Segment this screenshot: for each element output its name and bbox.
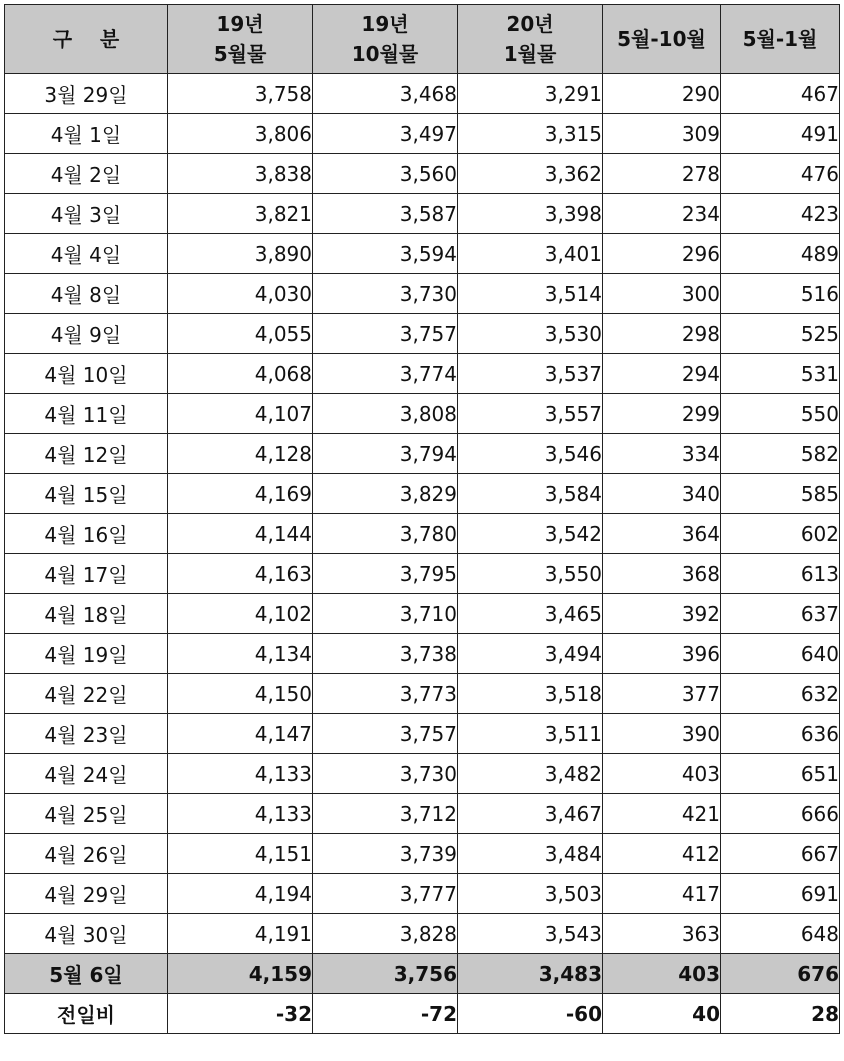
value-cell: 3,730 [313, 274, 458, 314]
row-label-cell: 전일비 [5, 994, 168, 1034]
row-label-cell: 4월 4일 [5, 234, 168, 274]
value-cell: 602 [721, 514, 840, 554]
value-cell: 3,482 [458, 754, 603, 794]
value-cell: 3,730 [313, 754, 458, 794]
value-cell: 4,030 [168, 274, 313, 314]
row-label-cell: 4월 30일 [5, 914, 168, 954]
value-cell: 3,594 [313, 234, 458, 274]
value-cell: 676 [721, 954, 840, 994]
value-cell: 491 [721, 114, 840, 154]
table-row [5, 354, 840, 394]
value-cell: 3,828 [313, 914, 458, 954]
value-cell: 651 [721, 754, 840, 794]
value-cell: 4,055 [168, 314, 313, 354]
table-row [5, 314, 840, 354]
value-cell: 3,806 [168, 114, 313, 154]
value-cell: 4,133 [168, 754, 313, 794]
header-may-jan: 5월-1월 [721, 5, 840, 74]
value-cell: 4,144 [168, 514, 313, 554]
value-cell: 4,159 [168, 954, 313, 994]
value-cell: 377 [603, 674, 721, 714]
value-cell: 3,757 [313, 314, 458, 354]
value-cell: 4,163 [168, 554, 313, 594]
row-label-cell: 4월 2일 [5, 154, 168, 194]
value-cell: 4,068 [168, 354, 313, 394]
value-cell: -32 [168, 994, 313, 1034]
table-row [5, 74, 840, 114]
value-cell: 640 [721, 634, 840, 674]
value-cell: 298 [603, 314, 721, 354]
table-row [5, 154, 840, 194]
value-cell: 3,543 [458, 914, 603, 954]
value-cell: 648 [721, 914, 840, 954]
value-cell: 28 [721, 994, 840, 1034]
diff-row [5, 994, 840, 1034]
value-cell: 636 [721, 714, 840, 754]
value-cell: 3,584 [458, 474, 603, 514]
value-cell: 3,710 [313, 594, 458, 634]
value-cell: 516 [721, 274, 840, 314]
table-row [5, 714, 840, 754]
value-cell: 4,151 [168, 834, 313, 874]
value-cell: 3,484 [458, 834, 603, 874]
table-row [5, 754, 840, 794]
value-cell: 585 [721, 474, 840, 514]
value-cell: 3,291 [458, 74, 603, 114]
value-cell: 613 [721, 554, 840, 594]
value-cell: 531 [721, 354, 840, 394]
row-label-cell: 4월 18일 [5, 594, 168, 634]
value-cell: 476 [721, 154, 840, 194]
header-20-jan: 20년 1월물 [458, 5, 603, 74]
value-cell: 3,537 [458, 354, 603, 394]
value-cell: 296 [603, 234, 721, 274]
value-cell: 4,107 [168, 394, 313, 434]
value-cell: 550 [721, 394, 840, 434]
value-cell: 3,398 [458, 194, 603, 234]
value-cell: 294 [603, 354, 721, 394]
value-cell: 364 [603, 514, 721, 554]
value-cell: 4,128 [168, 434, 313, 474]
header-gubun: 구 분 [5, 5, 168, 74]
value-cell: 3,773 [313, 674, 458, 714]
value-cell: 3,890 [168, 234, 313, 274]
value-cell: 3,518 [458, 674, 603, 714]
value-cell: 3,557 [458, 394, 603, 434]
value-cell: 3,514 [458, 274, 603, 314]
value-cell: 637 [721, 594, 840, 634]
table-row [5, 394, 840, 434]
value-cell: 309 [603, 114, 721, 154]
value-cell: 691 [721, 874, 840, 914]
value-cell: 290 [603, 74, 721, 114]
value-cell: 525 [721, 314, 840, 354]
table-row [5, 874, 840, 914]
value-cell: 666 [721, 794, 840, 834]
value-cell: -60 [458, 994, 603, 1034]
value-cell: 3,542 [458, 514, 603, 554]
row-label-cell: 4월 25일 [5, 794, 168, 834]
table-row [5, 794, 840, 834]
value-cell: 392 [603, 594, 721, 634]
value-cell: 3,530 [458, 314, 603, 354]
futures-price-table [4, 4, 840, 1034]
value-cell: 3,503 [458, 874, 603, 914]
value-cell: 396 [603, 634, 721, 674]
value-cell: 3,546 [458, 434, 603, 474]
row-label-cell: 4월 9일 [5, 314, 168, 354]
value-cell: 368 [603, 554, 721, 594]
value-cell: 632 [721, 674, 840, 714]
summary-row [5, 954, 840, 994]
value-cell: 3,467 [458, 794, 603, 834]
row-label-cell: 4월 22일 [5, 674, 168, 714]
row-label-cell: 4월 15일 [5, 474, 168, 514]
table-row [5, 914, 840, 954]
header-row [5, 5, 840, 74]
value-cell: 3,587 [313, 194, 458, 234]
header-may-oct: 5월-10월 [603, 5, 721, 74]
value-cell: 467 [721, 74, 840, 114]
row-label-cell: 4월 12일 [5, 434, 168, 474]
value-cell: 4,150 [168, 674, 313, 714]
value-cell: 3,821 [168, 194, 313, 234]
value-cell: 4,133 [168, 794, 313, 834]
row-label-cell: 3월 29일 [5, 74, 168, 114]
value-cell: 667 [721, 834, 840, 874]
value-cell: 3,739 [313, 834, 458, 874]
value-cell: 3,497 [313, 114, 458, 154]
value-cell: 300 [603, 274, 721, 314]
value-cell: 234 [603, 194, 721, 234]
value-cell: 582 [721, 434, 840, 474]
table-row [5, 114, 840, 154]
value-cell: 4,169 [168, 474, 313, 514]
value-cell: 334 [603, 434, 721, 474]
header-19-oct: 19년 10월물 [313, 5, 458, 74]
row-label-cell: 4월 23일 [5, 714, 168, 754]
value-cell: 412 [603, 834, 721, 874]
table-row [5, 554, 840, 594]
table-row [5, 674, 840, 714]
value-cell: 4,102 [168, 594, 313, 634]
row-label-cell: 4월 16일 [5, 514, 168, 554]
value-cell: 278 [603, 154, 721, 194]
value-cell: 417 [603, 874, 721, 914]
value-cell: 3,758 [168, 74, 313, 114]
value-cell: 423 [721, 194, 840, 234]
value-cell: 3,838 [168, 154, 313, 194]
value-cell: 3,738 [313, 634, 458, 674]
value-cell: 40 [603, 994, 721, 1034]
value-cell: 3,712 [313, 794, 458, 834]
header-19-may: 19년 5월물 [168, 5, 313, 74]
table-row [5, 194, 840, 234]
value-cell: 4,134 [168, 634, 313, 674]
value-cell: 3,774 [313, 354, 458, 394]
value-cell: 3,401 [458, 234, 603, 274]
table-row [5, 514, 840, 554]
row-label-cell: 4월 19일 [5, 634, 168, 674]
value-cell: 4,147 [168, 714, 313, 754]
table-row [5, 594, 840, 634]
row-label-cell: 5월 6일 [5, 954, 168, 994]
value-cell: 403 [603, 754, 721, 794]
row-label-cell: 4월 26일 [5, 834, 168, 874]
value-cell: 403 [603, 954, 721, 994]
table-row [5, 434, 840, 474]
value-cell: 3,777 [313, 874, 458, 914]
value-cell: 3,550 [458, 554, 603, 594]
value-cell: 3,465 [458, 594, 603, 634]
value-cell: 3,795 [313, 554, 458, 594]
row-label-cell: 4월 8일 [5, 274, 168, 314]
value-cell: 3,808 [313, 394, 458, 434]
value-cell: 3,494 [458, 634, 603, 674]
row-label-cell: 4월 11일 [5, 394, 168, 434]
value-cell: 3,794 [313, 434, 458, 474]
value-cell: 3,757 [313, 714, 458, 754]
value-cell: 4,191 [168, 914, 313, 954]
table-row [5, 234, 840, 274]
row-label-cell: 4월 29일 [5, 874, 168, 914]
table-body [5, 74, 840, 1034]
row-label-cell: 4월 10일 [5, 354, 168, 394]
table-row [5, 474, 840, 514]
value-cell: 3,483 [458, 954, 603, 994]
value-cell: 421 [603, 794, 721, 834]
row-label-cell: 4월 24일 [5, 754, 168, 794]
value-cell: 390 [603, 714, 721, 754]
table-row [5, 634, 840, 674]
value-cell: 340 [603, 474, 721, 514]
table-row [5, 834, 840, 874]
value-cell: 4,194 [168, 874, 313, 914]
value-cell: 3,362 [458, 154, 603, 194]
table-row [5, 274, 840, 314]
row-label-cell: 4월 1일 [5, 114, 168, 154]
value-cell: 3,780 [313, 514, 458, 554]
value-cell: 299 [603, 394, 721, 434]
value-cell: 489 [721, 234, 840, 274]
value-cell: 3,560 [313, 154, 458, 194]
value-cell: 3,511 [458, 714, 603, 754]
value-cell: 3,756 [313, 954, 458, 994]
value-cell: -72 [313, 994, 458, 1034]
value-cell: 3,468 [313, 74, 458, 114]
row-label-cell: 4월 3일 [5, 194, 168, 234]
value-cell: 3,315 [458, 114, 603, 154]
value-cell: 3,829 [313, 474, 458, 514]
value-cell: 363 [603, 914, 721, 954]
row-label-cell: 4월 17일 [5, 554, 168, 594]
